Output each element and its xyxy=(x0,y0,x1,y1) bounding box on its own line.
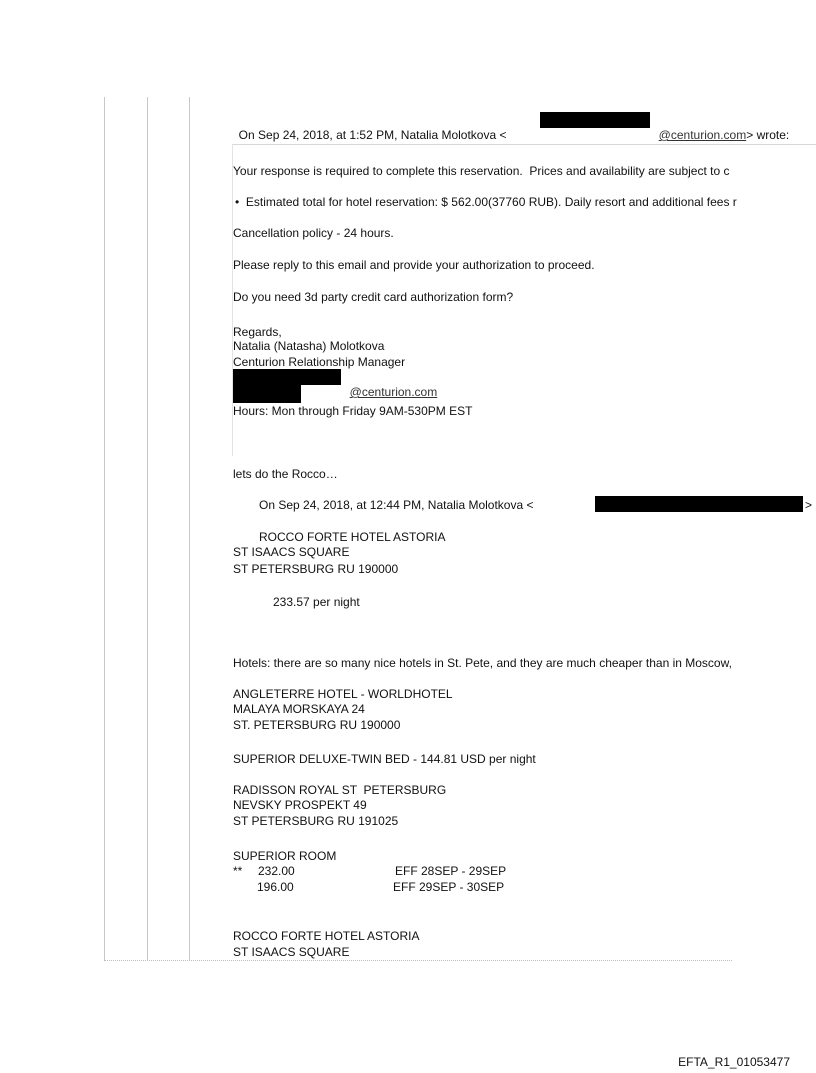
hotel1-address-1: ST ISAACS SQUARE xyxy=(233,545,350,559)
hotel3-name: RADISSON ROYAL ST PETERSBURG xyxy=(233,783,447,797)
header-email xyxy=(652,114,789,142)
redaction-bar xyxy=(540,112,650,128)
quote-header: On Sep 24, 2018, at 12:44 PM, Natalia Molotkova < xyxy=(259,498,534,512)
rate1-value: 232.00 xyxy=(258,864,295,878)
bottom-rule xyxy=(104,960,732,961)
left-margin-line-3 xyxy=(189,97,190,960)
message-line-5: Do you need 3d party credit card authorization form? xyxy=(233,290,514,304)
hotel2-rate: SUPERIOR DELUXE-TWIN BED - 144.81 USD per night xyxy=(233,752,536,766)
redaction-bar xyxy=(233,385,301,403)
quote-header-suffix: > xyxy=(805,498,813,512)
email-link[interactable]: @centurion.com xyxy=(658,128,747,142)
signature-email xyxy=(343,371,437,399)
signature-email-link[interactable]: @centurion.com xyxy=(349,385,438,399)
redaction-bar xyxy=(595,496,803,512)
hotel2-name: ANGLETERRE HOTEL - WORLDHOTEL xyxy=(233,687,453,701)
left-margin-line-1 xyxy=(104,97,105,960)
hotel2-address-1: MALAYA MORSKAYA 24 xyxy=(233,702,365,716)
reply-text: lets do the Rocco… xyxy=(233,467,338,481)
header-prefix: On Sep 24, 2018, at 1:52 PM, Natalia Molotkova < xyxy=(238,128,507,142)
hotel4-address-1: ST ISAACS SQUARE xyxy=(233,945,350,959)
hotel3-room: SUPERIOR ROOM xyxy=(233,849,337,863)
quote-separator xyxy=(232,144,816,145)
message-line-4: Please reply to this email and provide your authorization to proceed. xyxy=(233,258,595,272)
hotel1-rate: 233.57 per night xyxy=(273,595,360,609)
rate2-value: 196.00 xyxy=(257,880,294,894)
email-header xyxy=(232,114,507,142)
document-id: EFTA_R1_01053477 xyxy=(678,1055,790,1069)
hotel3-address-1: NEVSKY PROSPEKT 49 xyxy=(233,798,367,812)
signature-title: Centurion Relationship Manager xyxy=(233,355,406,369)
header-suffix: > wrote: xyxy=(746,128,790,142)
signature-regards: Regards, xyxy=(233,325,282,339)
signature-hours: Hours: Mon through Friday 9AM-530PM EST xyxy=(233,404,473,418)
redaction-bar xyxy=(233,369,341,385)
hotel1-address-2: ST PETERSBURG RU 190000 xyxy=(233,562,399,576)
signature-name: Natalia (Natasha) Molotkova xyxy=(233,339,385,353)
hotel3-address-2: ST PETERSBURG RU 191025 xyxy=(233,814,399,828)
hotel2-address-2: ST. PETERSBURG RU 190000 xyxy=(233,718,401,732)
rate2-dates: EFF 29SEP - 30SEP xyxy=(393,880,505,894)
left-margin-line-2 xyxy=(147,97,148,960)
rate1-dates: EFF 28SEP - 29SEP xyxy=(395,864,507,878)
message-line-3: Cancellation policy - 24 hours. xyxy=(233,226,394,240)
message-line-2: • Estimated total for hotel reservation: $ 562.00(37760 RUB). Daily resort and additional fees r xyxy=(235,195,737,209)
hotel4-name: ROCCO FORTE HOTEL ASTORIA xyxy=(233,929,420,943)
hotels-intro: Hotels: there are so many nice hotels in St. Pete, and they are much cheaper than in Moscow, xyxy=(233,656,732,670)
rate1-marker: ** xyxy=(233,864,243,878)
message-line-1: Your response is required to complete this reservation. Prices and availability are subject to c xyxy=(233,164,730,178)
hotel1-name: ROCCO FORTE HOTEL ASTORIA xyxy=(259,530,446,544)
